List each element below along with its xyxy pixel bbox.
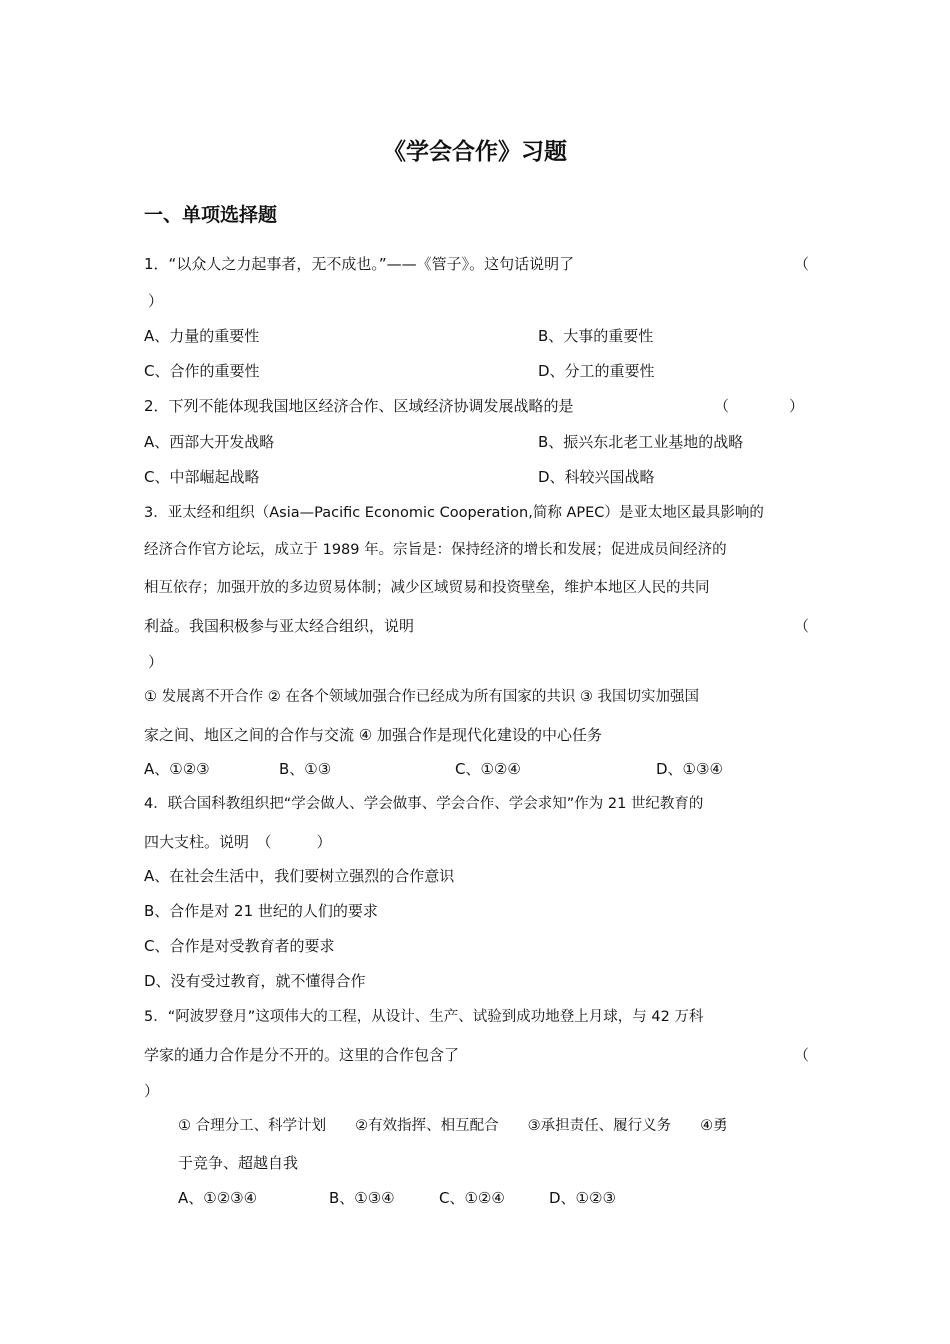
q3-option-c: C、①②④	[455, 760, 521, 778]
q1-option-d: D、分工的重要性	[538, 362, 655, 380]
q2-paren: （ ）	[714, 397, 805, 415]
q3-paren-open: （	[794, 617, 810, 635]
q1-paren-close: ）	[148, 292, 164, 310]
q5-option-d: D、①②③	[549, 1189, 616, 1207]
section-heading: 一、单项选择题	[144, 204, 278, 226]
q1-option-b: B、大事的重要性	[538, 327, 654, 345]
q4-option-b: B、合作是对 21 世纪的人们的要求	[144, 902, 378, 920]
q1-paren-open: （	[794, 255, 810, 273]
q2-option-b: B、振兴东北老工业基地的战略	[538, 433, 744, 451]
q3-line-1: 3．亚太经和组织（Asia—Pacific Economic Cooperation,简称 APEC）是亚太地区最具影响的	[144, 505, 764, 521]
q5-statements-line-1: ① 合理分工、科学计划 ②有效指挥、相互配合 ③承担责任、履行义务 ④勇	[178, 1118, 728, 1134]
q2-stem: 2．下列不能体现我国地区经济合作、区域经济协调发展战略的是	[144, 397, 574, 415]
q2-option-d: D、科较兴国战略	[538, 468, 655, 486]
q5-paren-close: ）	[144, 1082, 160, 1100]
q5-option-c: C、①②④	[439, 1189, 505, 1207]
q3-line-4: 利益。我国积极参与亚太经合组织，说明	[144, 617, 415, 635]
q3-statements-line-1: ① 发展离不开合作 ② 在各个领域加强合作已经成为所有国家的共识 ③ 我国切实加强国	[144, 689, 700, 705]
q3-paren-close: ）	[148, 653, 164, 671]
q5-paren-open: （	[794, 1046, 810, 1064]
q5-option-b: B、①③④	[329, 1189, 395, 1207]
q1-stem: 1．“以众人之力起事者，无不成也。”——《管子》。这句话说明了	[144, 255, 575, 273]
q3-line-2: 经济合作官方论坛，成立于 1989 年。宗旨是：保持经济的增长和发展；促进成员间经济的	[144, 542, 727, 558]
q2-option-c: C、中部崛起战略	[144, 468, 260, 486]
q3-statements-line-2: 家之间、地区之间的合作与交流 ④ 加强合作是现代化建设的中心任务	[144, 726, 602, 744]
q2-option-a: A、西部大开发战略	[144, 433, 275, 451]
page-title: 《学会合作》习题	[383, 139, 567, 165]
q4-option-c: C、合作是对受教育者的要求	[144, 937, 335, 955]
q1-option-a: A、力量的重要性	[144, 327, 260, 345]
q4-option-d: D、没有受过教育，就不懂得合作	[144, 972, 366, 990]
q3-option-b: B、①③	[279, 760, 332, 778]
q5-statements-line-2: 于竞争、超越自我	[178, 1154, 299, 1172]
q5-line-1: 5．“阿波罗登月”这项伟大的工程，从设计、生产、试验到成功地登上月球，与 42 万科	[144, 1009, 704, 1025]
q1-option-c: C、合作的重要性	[144, 362, 260, 380]
q4-option-a: A、在社会生活中，我们要树立强烈的合作意识	[144, 867, 455, 885]
q4-line-2: 四大支柱。说明 （ ）	[144, 833, 332, 851]
q4-line-1: 4．联合国科教组织把“学会做人、学会做事、学会合作、学会求知”作为 21 世纪教育的	[144, 796, 704, 812]
q3-option-a: A、①②③	[144, 760, 210, 778]
q3-line-3: 相互依存；加强开放的多边贸易体制；减少区域贸易和投资壁垒，维护本地区人民的共同	[144, 580, 710, 596]
q5-option-a: A、①②③④	[178, 1189, 258, 1207]
q3-option-d: D、①③④	[656, 760, 723, 778]
q5-line-2: 学家的通力合作是分不开的。这里的合作包含了	[144, 1046, 460, 1064]
